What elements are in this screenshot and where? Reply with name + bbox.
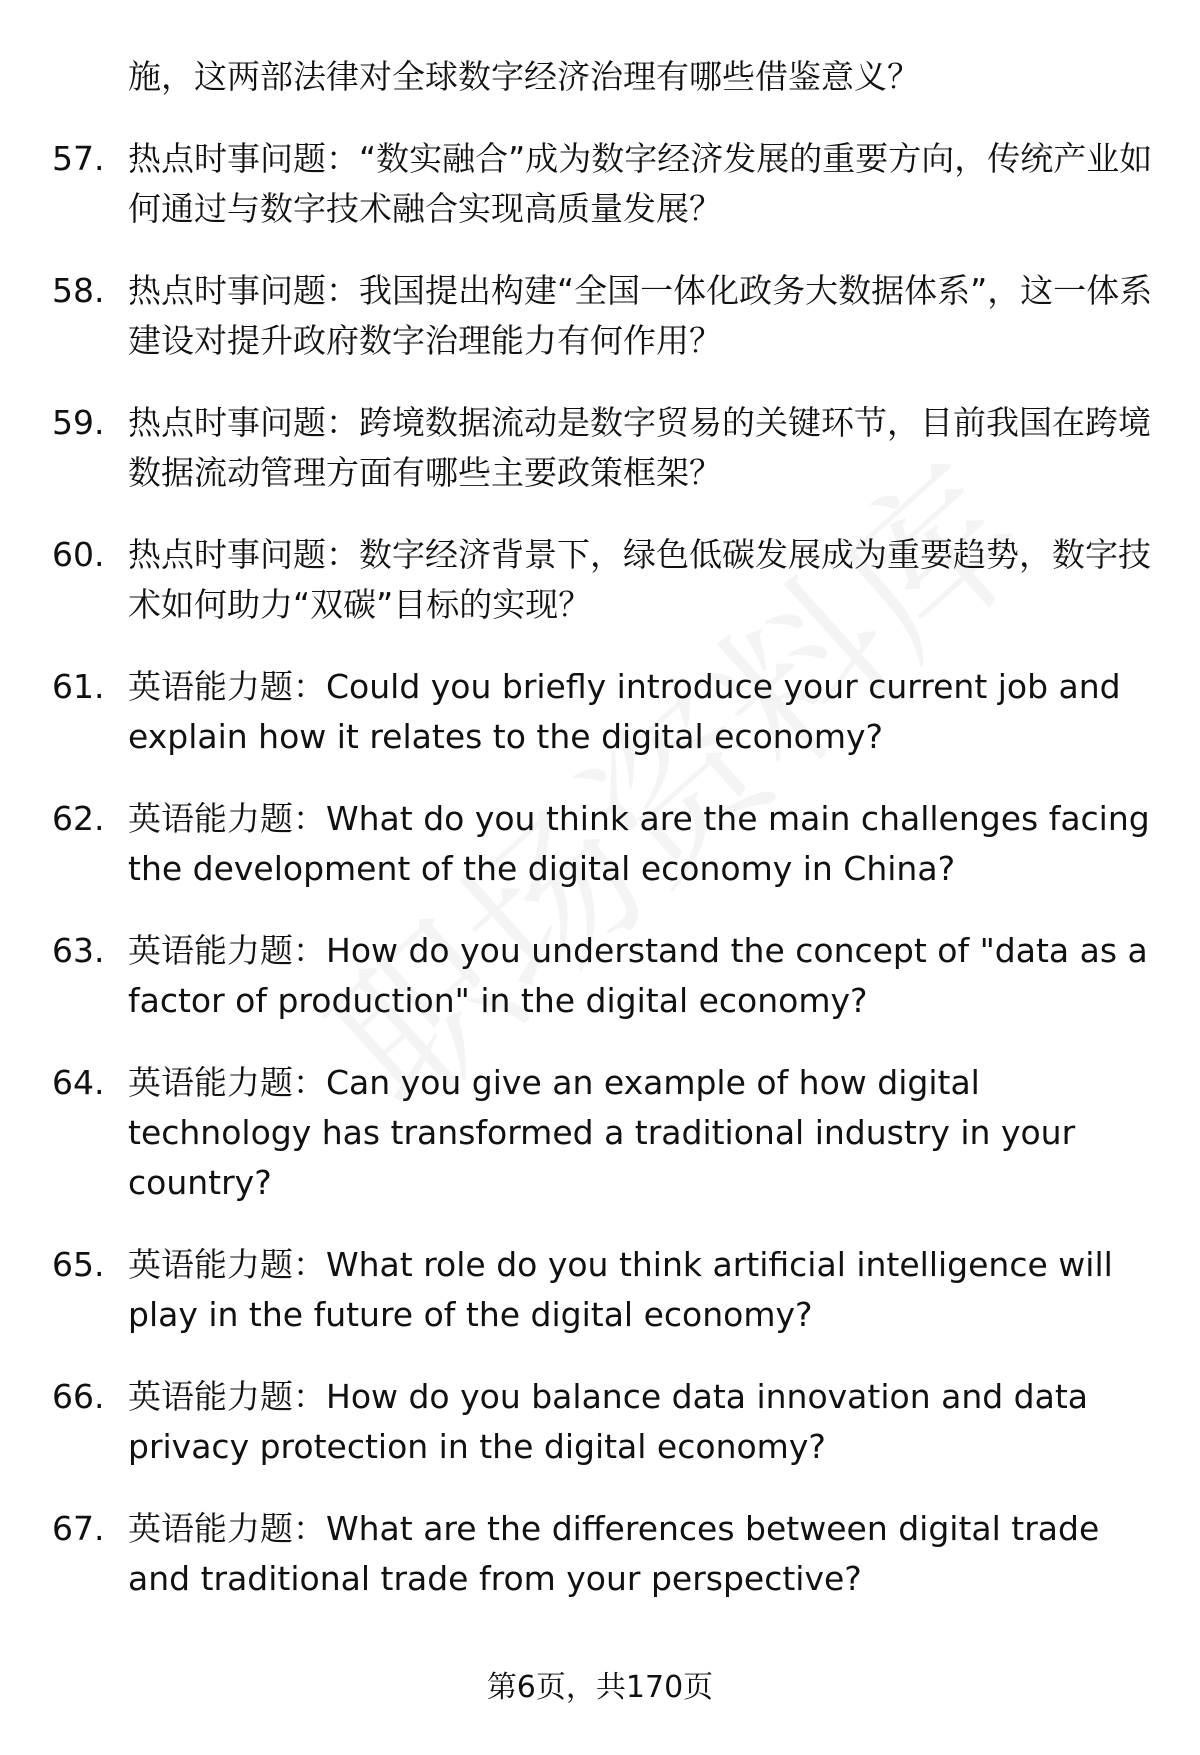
question-number: 59.	[52, 403, 105, 442]
question-text: 英语能力题：Can you give an example of how digital technology has transformed a traditional industry in your country?	[128, 1063, 1076, 1202]
question-text: 英语能力题：What do you think are the main challenges facing the development of the digital economy in China?	[128, 799, 1150, 888]
question-number: 67.	[52, 1509, 105, 1548]
continued-question-text: 施，这两部法律对全球数字经济治理有哪些借鉴意义？	[128, 57, 920, 96]
question-text: 热点时事问题：跨境数据流动是数字贸易的关键环节，目前我国在跨境数据流动管理方面有哪些主要政策框架？	[128, 403, 1151, 492]
question-item-62	[52, 794, 1157, 894]
question-text: 英语能力题：How do you understand the concept of "data as a factor of production" in the digital economy?	[128, 931, 1148, 1020]
question-item-60	[52, 530, 1157, 630]
question-number: 64.	[52, 1063, 105, 1102]
question-item-61	[52, 662, 1157, 762]
question-number: 65.	[52, 1245, 105, 1284]
question-text: 热点时事问题：数字经济背景下，绿色低碳发展成为重要趋势，数字技术如何助力“双碳”目标的实现？	[128, 535, 1151, 624]
question-content	[52, 52, 1157, 1604]
question-number: 61.	[52, 667, 105, 706]
question-item-66	[52, 1372, 1157, 1472]
question-item-63	[52, 926, 1157, 1026]
question-text: 热点时事问题：“数实融合”成为数字经济发展的重要方向，传统产业如何通过与数字技术融合实现高质量发展？	[128, 139, 1153, 228]
question-number: 62.	[52, 799, 105, 838]
question-item-59	[52, 398, 1157, 498]
question-item-58	[52, 266, 1157, 366]
question-number: 57.	[52, 139, 105, 178]
question-number: 60.	[52, 535, 105, 574]
question-text: 英语能力题：How do you balance data innovation and data privacy protection in the digital economy?	[128, 1377, 1089, 1466]
question-number: 66.	[52, 1377, 105, 1416]
question-text: 英语能力题：What role do you think artificial intelligence will play in the future of the digital economy?	[128, 1245, 1113, 1334]
question-item-64	[52, 1058, 1157, 1208]
question-text: 英语能力题：What are the differences between digital trade and traditional trade from your perspective?	[128, 1509, 1100, 1598]
question-text: 英语能力题：Could you briefly introduce your current job and explain how it relates to the digital economy?	[128, 667, 1121, 756]
question-number: 58.	[52, 271, 105, 310]
question-item-65	[52, 1240, 1157, 1340]
question-text: 热点时事问题：我国提出构建“全国一体化政务大数据体系”，这一体系建设对提升政府数字治理能力有何作用？	[128, 271, 1153, 360]
question-list	[52, 134, 1157, 1604]
question-number: 63.	[52, 931, 105, 970]
page-footer: 第6页，共170页	[486, 1670, 714, 1705]
question-item-57	[52, 134, 1157, 234]
question-item-67	[52, 1504, 1157, 1604]
